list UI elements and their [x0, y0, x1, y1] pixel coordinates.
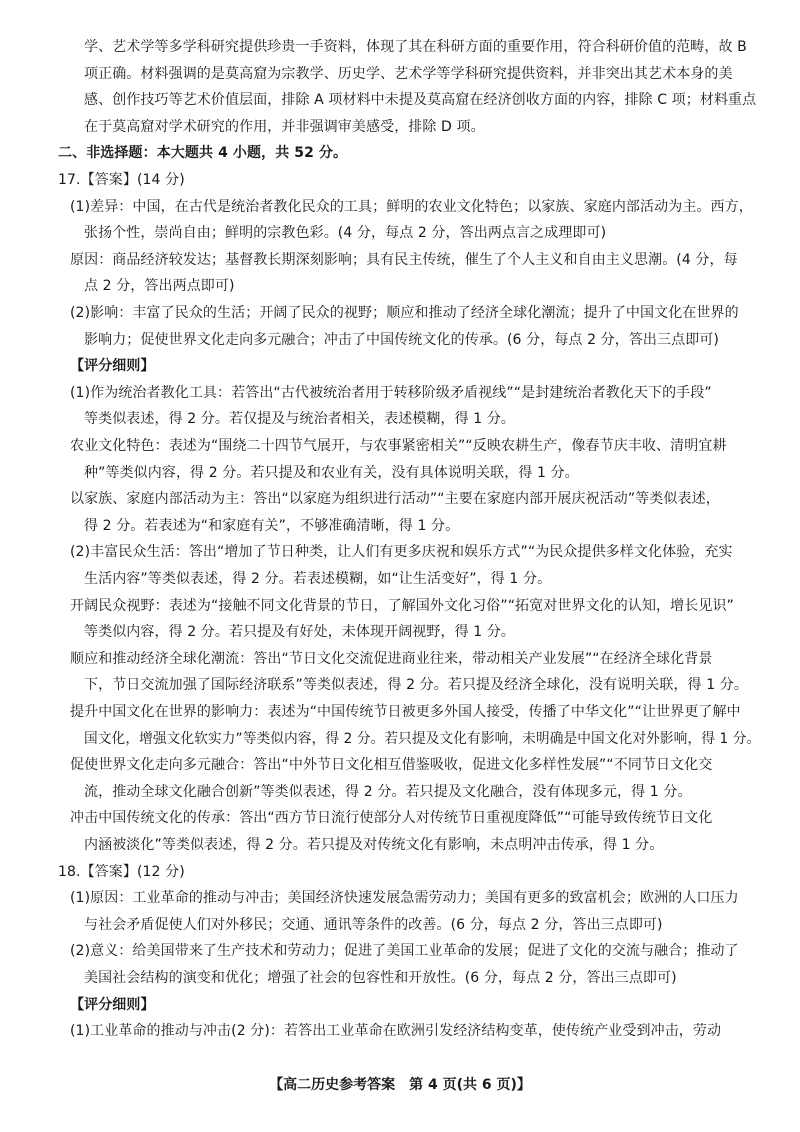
- page-footer: 【高二历史参考答案 第 4 页(共 6 页)】: [269, 1077, 531, 1093]
- text-line: (1)作为统治者教化工具：若答出“古代被统治者用于转移阶级矛盾视线”“是封建统治者教化天下的手段”: [70, 384, 712, 401]
- text-line: 开阔民众视野：表述为“接触不同文化背景的节日，了解国外文化习俗”“拓宽对世界文化的认知，增长见识”: [70, 597, 734, 614]
- text-line: 张扬个性，崇尚自由；鲜明的宗教色彩。(4 分，每点 2 分，答出两点言之成理即可): [84, 225, 607, 242]
- text-line: 影响力；促使世界文化走向多元融合；冲击了中国传统文化的传承。(6 分，每点 2 分，答出三点即可): [84, 331, 719, 348]
- text-line: (2)丰富民众生活：答出“增加了节日种类，让人们有更多庆祝和娱乐方式”“为民众提供多样文化体验，充实: [70, 544, 733, 561]
- text-line: 以家族、家庭内部活动为主：答出“以家庭为组织进行活动”“主要在家庭内部开展庆祝活动”等类似表述，: [70, 491, 720, 508]
- text-line: 生活内容”等类似表述，得 2 分。若表述模糊，如“让生活变好”，得 1 分。: [84, 571, 552, 587]
- text-line: 得 2 分。若表述为“和家庭有关”，不够准确清晰，得 1 分。: [84, 517, 460, 534]
- text-line: (2)影响：丰富了民众的生活；开阔了民众的视野；顺应和推动了经济全球化潮流；提升了中国文化在世界的: [70, 305, 739, 321]
- text-line: 与社会矛盾促使人们对外移民；交通、通讯等条件的改善。(6 分，每点 2 分，答出三点即可): [84, 916, 663, 933]
- text-line: 17.【答案】(14 分): [58, 172, 185, 188]
- text-line: 提升中国文化在世界的影响力：表述为“中国传统节日被更多外国人接受，传播了中华文化”“让世界更了解中: [70, 704, 741, 720]
- text-line: 【评分细则】: [70, 358, 155, 375]
- text-line: 18.【答案】(12 分): [58, 863, 185, 880]
- text-line: (2)意义：给美国带来了生产技术和劳动力；促进了美国工业革命的发展；促进了文化的交流与融合；推动了: [70, 943, 739, 960]
- text-line: 【评分细则】: [70, 996, 155, 1013]
- text-line: 点 2 分，答出两点即可): [84, 278, 235, 295]
- text-line: 促使世界文化走向多元融合：答出“中外节日文化相互借鉴吸收，促进文化多样性发展”“不同节日文化交: [70, 757, 713, 774]
- text-line: 等类似内容，得 2 分。若只提及有好处，未体现开阔视野，得 1 分。: [84, 624, 516, 641]
- text-line: 美国社会结构的演变和优化；增强了社会的包容性和开放性。(6 分，每点 2 分，答出三点即可): [84, 970, 677, 986]
- text-line: 等类似表述，得 2 分。若仅提及与统治者相关，表述模糊，得 1 分。: [84, 411, 516, 428]
- text-line: 项正确。材料强调的是莫高窟为宗教学、历史学、艺术学等学科研究提供资料，并非突出其艺术本身的美: [84, 65, 733, 82]
- text-line: (1)原因：工业革命的推动与冲击；美国经济快速发展急需劳动力；美国有更多的致富机会；欧洲的人口压力: [70, 890, 739, 907]
- text-line: 流，推动全球文化融合创新”等类似表述，得 2 分。若只提及文化融合，没有体现多元，得 1 分。: [84, 783, 692, 800]
- text-line: 感、创作技巧等艺术价值层面，排除 A 项材料中未提及莫高窟在经济创收方面的内容，排除 C 项；材料重点: [84, 92, 757, 109]
- text-line: 种”等类似内容，得 2 分。若只提及和农业有关，没有具体说明关联，得 1 分。: [84, 464, 579, 481]
- text-line: 下，节日交流加强了国际经济联系”等类似表述，得 2 分。若只提及经济全球化，没有说明关联，得 1 分。: [84, 677, 748, 694]
- text-line: 二、非选择题：本大题共 4 小题，共 52 分。: [58, 145, 348, 162]
- text-line: 国文化，增强文化软实力”等类似内容，得 2 分。若只提及文化有影响，未明确是中国文化对外影响，得 1 分。: [84, 730, 761, 747]
- text-line: 原因：商品经济较发达；基督教长期深刻影响；具有民主传统，催生了个人主义和自由主义思潮。(4 分，每: [70, 251, 738, 268]
- text-line: 学、艺术学等多学科研究提供珍贵一手资料，体现了其在科研方面的重要作用，符合科研价值的范畴，故 B: [84, 39, 747, 55]
- text-line: 冲击中国传统文化的传承：答出“西方节日流行使部分人对传统节日重视度降低”“可能导致传统节日文化: [70, 810, 713, 827]
- text-line: 内涵被淡化”等类似表述，得 2 分。若只提及对传统文化有影响，未点明冲击传承，得 1 分。: [84, 837, 664, 853]
- text-line: 顺应和推动经济全球化潮流：答出“节日文化交流促进商业往来，带动相关产业发展”“在经济全球化背景: [70, 650, 713, 667]
- text-line: 在于莫高窟对学术研究的作用，并非强调审美感受，排除 D 项。: [84, 118, 485, 135]
- text-line: (1)差异：中国，在古代是统治者教化民众的工具；鲜明的农业文化特色；以家族、家庭内部活动为主。西方，: [70, 198, 753, 215]
- text-line: 农业文化特色：表述为“围绕二十四节气展开，与农事紧密相关”“反映农耕生产，像春节庆丰收、清明宜耕: [70, 438, 727, 454]
- text-line: (1)工业革命的推动与冲击(2 分)：若答出工业革命在欧洲引发经济结构变革，使传统产业受到冲击，劳动: [70, 1023, 722, 1040]
